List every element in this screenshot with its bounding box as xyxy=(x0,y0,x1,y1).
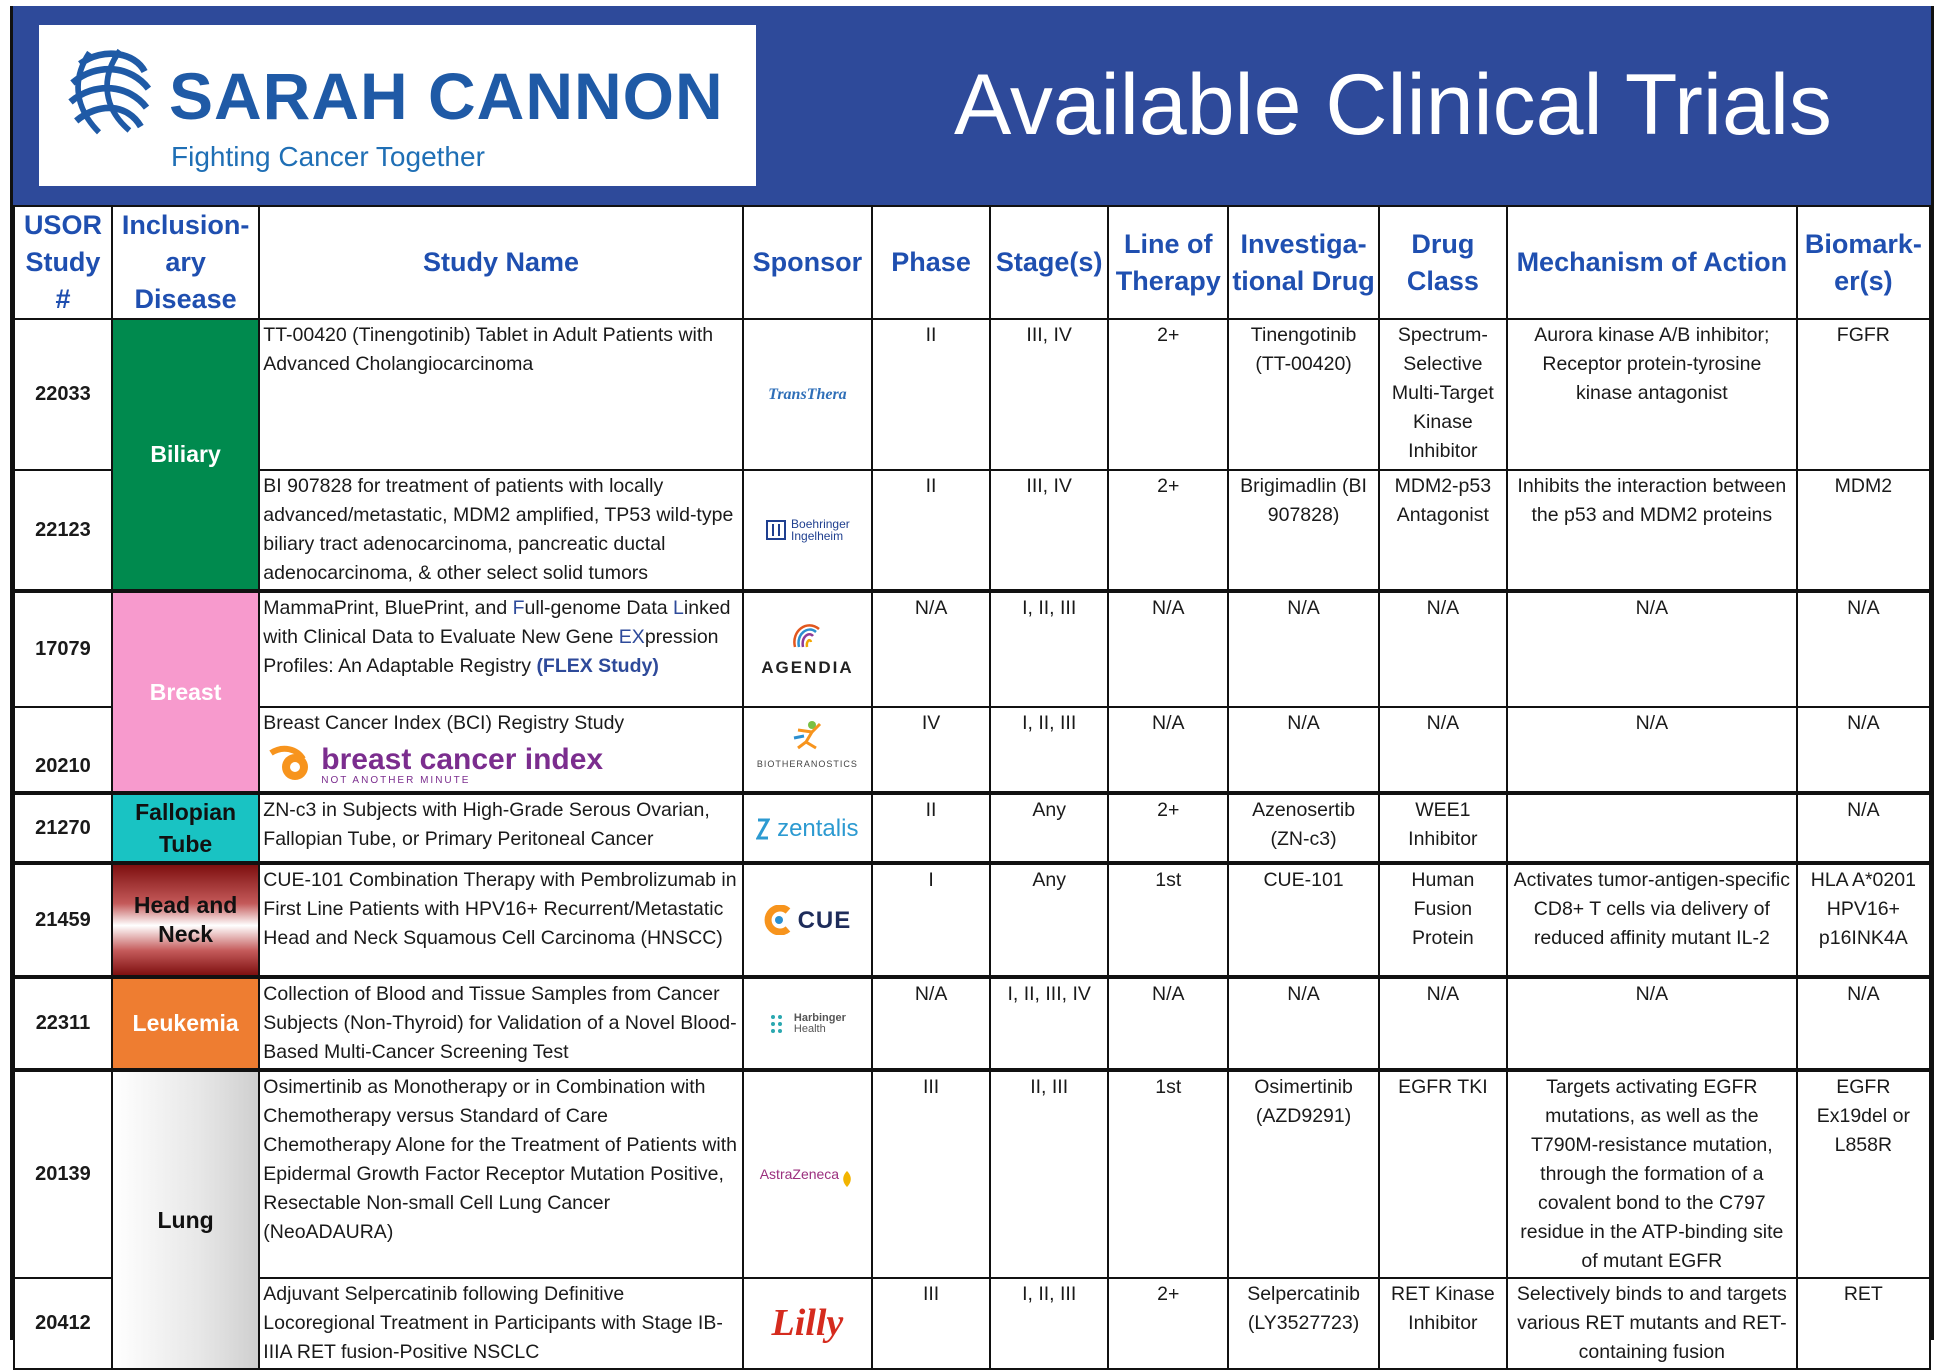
biomarker: MDM2 xyxy=(1797,470,1930,591)
sponsor-cell xyxy=(743,470,872,591)
biomarker: EGFR Ex19del or L858R xyxy=(1797,1070,1930,1278)
study-name: Breast Cancer Index (BCI) Registry Study breast cancer index NOT ANOTHER MINUTE xyxy=(259,707,743,793)
disease-breast: Breast xyxy=(112,591,259,793)
investigational-drug: CUE-101 xyxy=(1228,863,1378,977)
bci-ribbon-icon xyxy=(263,743,319,787)
line-of-therapy: 1st xyxy=(1108,1070,1228,1278)
agendia-fingerprint-icon xyxy=(787,617,827,653)
mechanism xyxy=(1507,793,1797,863)
sponsor-cell xyxy=(743,707,872,793)
biotheranostics-figure-icon xyxy=(790,720,824,750)
boehringer-icon xyxy=(765,519,787,541)
phase: II xyxy=(872,319,990,470)
col-line: Line of Therapy xyxy=(1108,206,1228,319)
phase: II xyxy=(872,793,990,863)
biomarker: N/A xyxy=(1797,793,1930,863)
line-of-therapy: 2+ xyxy=(1108,319,1228,470)
line-of-therapy: 2+ xyxy=(1108,793,1228,863)
logo-name: SARAH CANNON xyxy=(169,59,724,133)
col-drug: Investiga- tional Drug xyxy=(1228,206,1378,319)
page-header xyxy=(13,6,1931,205)
investigational-drug: N/A xyxy=(1228,591,1378,707)
biomarker: HLA A*0201 HPV16+ p16INK4A xyxy=(1797,863,1930,977)
table-row xyxy=(14,1070,1930,1278)
sponsor-cell xyxy=(743,1070,872,1278)
breast-cancer-index-logo: breast cancer index NOT ANOTHER MINUTE xyxy=(263,740,738,790)
stages: III, IV xyxy=(990,470,1108,591)
investigational-drug: Selpercatinib (LY3527723) xyxy=(1228,1278,1378,1369)
sponsor-cell xyxy=(743,591,872,707)
col-mechanism: Mechanism of Action xyxy=(1507,206,1797,319)
line-of-therapy: 2+ xyxy=(1108,470,1228,591)
biomarker: RET xyxy=(1797,1278,1930,1369)
study-name: CUE-101 Combination Therapy with Pembrolizumab in First Line Patients with HPV16+ Recurrent/Metastatic Head and Neck Squamous Cell Carcinoma (HNSCC) xyxy=(259,863,743,977)
sarah-cannon-logo xyxy=(39,25,756,186)
phase: N/A xyxy=(872,977,990,1070)
study-name: TT-00420 (Tinengotinib) Tablet in Adult Patients with Advanced Cholangiocarcinoma xyxy=(259,319,743,470)
usor-number: 20412 xyxy=(14,1278,112,1369)
study-name: MammaPrint, BluePrint, and Full-genome Data Linked with Clinical Data to Evaluate New Gene EXpression Profiles: An Adaptable Registry (FLEX Study) xyxy=(259,591,743,707)
line-of-therapy: 2+ xyxy=(1108,1278,1228,1369)
mechanism: Inhibits the interaction between the p53 and MDM2 proteins xyxy=(1507,470,1797,591)
investigational-drug: Tinengotinib (TT-00420) xyxy=(1228,319,1378,470)
investigational-drug: Brigimadlin (BI 907828) xyxy=(1228,470,1378,591)
lilly-logo: Lilly xyxy=(771,1302,844,1344)
cue-logo: CUE xyxy=(744,905,871,935)
drug-class: N/A xyxy=(1379,707,1507,793)
phase: II xyxy=(872,470,990,591)
page-title: Available Clinical Trials xyxy=(954,57,1832,153)
table-row xyxy=(14,707,1930,793)
table-row xyxy=(14,591,1930,707)
harbinger-dots-icon xyxy=(769,1013,791,1035)
phase: III xyxy=(872,1278,990,1369)
sponsor-cell xyxy=(743,793,872,863)
phase: N/A xyxy=(872,591,990,707)
investigational-drug: Osimertinib (AZD9291) xyxy=(1228,1070,1378,1278)
drug-class: Human Fusion Protein xyxy=(1379,863,1507,977)
stages: II, III xyxy=(990,1070,1108,1278)
drug-class: WEE1 Inhibitor xyxy=(1379,793,1507,863)
usor-number: 22033 xyxy=(14,319,112,470)
col-study-name: Study Name xyxy=(259,206,743,319)
biotheranostics-logo: BIOTHERANOSTICS xyxy=(756,759,858,769)
disease-biliary: Biliary xyxy=(112,319,259,591)
stages: I, II, III xyxy=(990,1278,1108,1369)
table-row xyxy=(14,977,1930,1070)
sponsor-cell xyxy=(743,863,872,977)
table-row xyxy=(14,793,1930,863)
usor-number: 20210 xyxy=(14,707,112,793)
mechanism: N/A xyxy=(1507,707,1797,793)
col-drug-class: Drug Class xyxy=(1379,206,1507,319)
stages: I, II, III, IV xyxy=(990,977,1108,1070)
line-of-therapy: N/A xyxy=(1108,977,1228,1070)
usor-number: 22123 xyxy=(14,470,112,591)
mechanism: Activates tumor-antigen-specific CD8+ T cells via delivery of reduced affinity mutant IL-2 xyxy=(1507,863,1797,977)
biomarker: N/A xyxy=(1797,591,1930,707)
investigational-drug: N/A xyxy=(1228,977,1378,1070)
study-name: Osimertinib as Monotherapy or in Combination with Chemotherapy versus Standard of Care Chemotherapy Alone for the Treatment of Patients with Epidermal Growth Factor Receptor Mutation Positive, Resectable Non-small Cell Lung Cancer (NeoADAURA) xyxy=(259,1070,743,1278)
stages: I, II, III xyxy=(990,707,1108,793)
stages: Any xyxy=(990,863,1108,977)
logo-tagline: Fighting Cancer Together xyxy=(171,141,485,172)
drug-class: RET Kinase Inhibitor xyxy=(1379,1278,1507,1369)
sponsor-cell xyxy=(743,977,872,1070)
agendia-logo: AGENDIA xyxy=(761,658,854,677)
usor-number: 17079 xyxy=(14,591,112,707)
col-disease: Inclusion- ary Disease xyxy=(112,206,259,319)
usor-number: 20139 xyxy=(14,1070,112,1278)
drug-class: EGFR TKI xyxy=(1379,1070,1507,1278)
investigational-drug: N/A xyxy=(1228,707,1378,793)
usor-number: 21459 xyxy=(14,863,112,977)
col-usor: USOR Study # xyxy=(14,206,112,319)
line-of-therapy: 1st xyxy=(1108,863,1228,977)
line-of-therapy: N/A xyxy=(1108,591,1228,707)
flex-study-label: (FLEX Study) xyxy=(536,655,659,677)
study-name: Adjuvant Selpercatinib following Definitive Locoregional Treatment in Participants with Stage IB-IIIA RET fusion-Positive NSCLC xyxy=(259,1278,743,1369)
mechanism: Targets activating EGFR mutations, as well as the T790M-resistance mutation, through the formation of a covalent bond to the C797 residue in the ATP-binding site of mutant EGFR xyxy=(1507,1070,1797,1278)
boehringer-logo: Boehringer Ingelheim xyxy=(744,518,871,542)
zentalis-logo: zentalis xyxy=(744,814,871,843)
study-name: BI 907828 for treatment of patients with locally advanced/metastatic, MDM2 amplified, TP53 wild-type biliary tract adenocarcinoma, pancreatic ductal adenocarcinoma, & other select solid tumors xyxy=(259,470,743,591)
biomarker: FGFR xyxy=(1797,319,1930,470)
investigational-drug: Azenosertib (ZN-c3) xyxy=(1228,793,1378,863)
col-phase: Phase xyxy=(872,206,990,319)
drug-class: N/A xyxy=(1379,591,1507,707)
disease-leukemia: Leukemia xyxy=(112,977,259,1070)
astrazeneca-logo: AstraZeneca xyxy=(744,1160,871,1189)
mechanism: Selectively binds to and targets various RET mutants and RET-containing fusion xyxy=(1507,1278,1797,1369)
col-stages: Stage(s) xyxy=(990,206,1108,319)
table-row xyxy=(14,1278,1930,1369)
col-sponsor: Sponsor xyxy=(743,206,872,319)
col-biomarker: Biomark- er(s) xyxy=(1797,206,1930,319)
sponsor-cell xyxy=(743,319,872,470)
drug-class: N/A xyxy=(1379,977,1507,1070)
usor-number: 21270 xyxy=(14,793,112,863)
astrazeneca-mark-icon xyxy=(839,1169,855,1189)
zentalis-mark-icon xyxy=(756,816,770,842)
disease-head-and-neck: Head and Neck xyxy=(112,863,259,977)
stages: I, II, III xyxy=(990,591,1108,707)
transthera-logo: TransThera xyxy=(768,386,847,403)
line-of-therapy: N/A xyxy=(1108,707,1228,793)
disease-fallopian-tube: Fallopian Tube xyxy=(112,793,259,863)
study-name: ZN-c3 in Subjects with High-Grade Serous Ovarian, Fallopian Tube, or Primary Peritoneal Cancer xyxy=(259,793,743,863)
mechanism: N/A xyxy=(1507,591,1797,707)
harbinger-health-logo: Harbinger Health xyxy=(744,1013,871,1035)
phase: IV xyxy=(872,707,990,793)
phase: I xyxy=(872,863,990,977)
table-row xyxy=(14,470,1930,591)
drug-class: MDM2-p53 Antagonist xyxy=(1379,470,1507,591)
phase: III xyxy=(872,1070,990,1278)
drug-class: Spectrum-Selective Multi-Target Kinase Inhibitor xyxy=(1379,319,1507,470)
mechanism: N/A xyxy=(1507,977,1797,1070)
table-row xyxy=(14,863,1930,977)
mechanism: Aurora kinase A/B inhibitor; Receptor protein-tyrosine kinase antagonist xyxy=(1507,319,1797,470)
stages: Any xyxy=(990,793,1108,863)
helix-logo-icon xyxy=(61,43,156,138)
table-row xyxy=(14,319,1930,470)
biomarker: N/A xyxy=(1797,707,1930,793)
biomarker: N/A xyxy=(1797,977,1930,1070)
stages: III, IV xyxy=(990,319,1108,470)
study-name: Collection of Blood and Tissue Samples from Cancer Subjects (Non-Thyroid) for Validation of a Novel Blood-Based Multi-Cancer Screening Test xyxy=(259,977,743,1070)
trials-table xyxy=(13,205,1931,1370)
sponsor-cell xyxy=(743,1278,872,1369)
disease-lung: Lung xyxy=(112,1070,259,1369)
usor-number: 22311 xyxy=(14,977,112,1070)
table-header-row xyxy=(14,206,1930,319)
cue-mark-icon xyxy=(764,905,794,935)
